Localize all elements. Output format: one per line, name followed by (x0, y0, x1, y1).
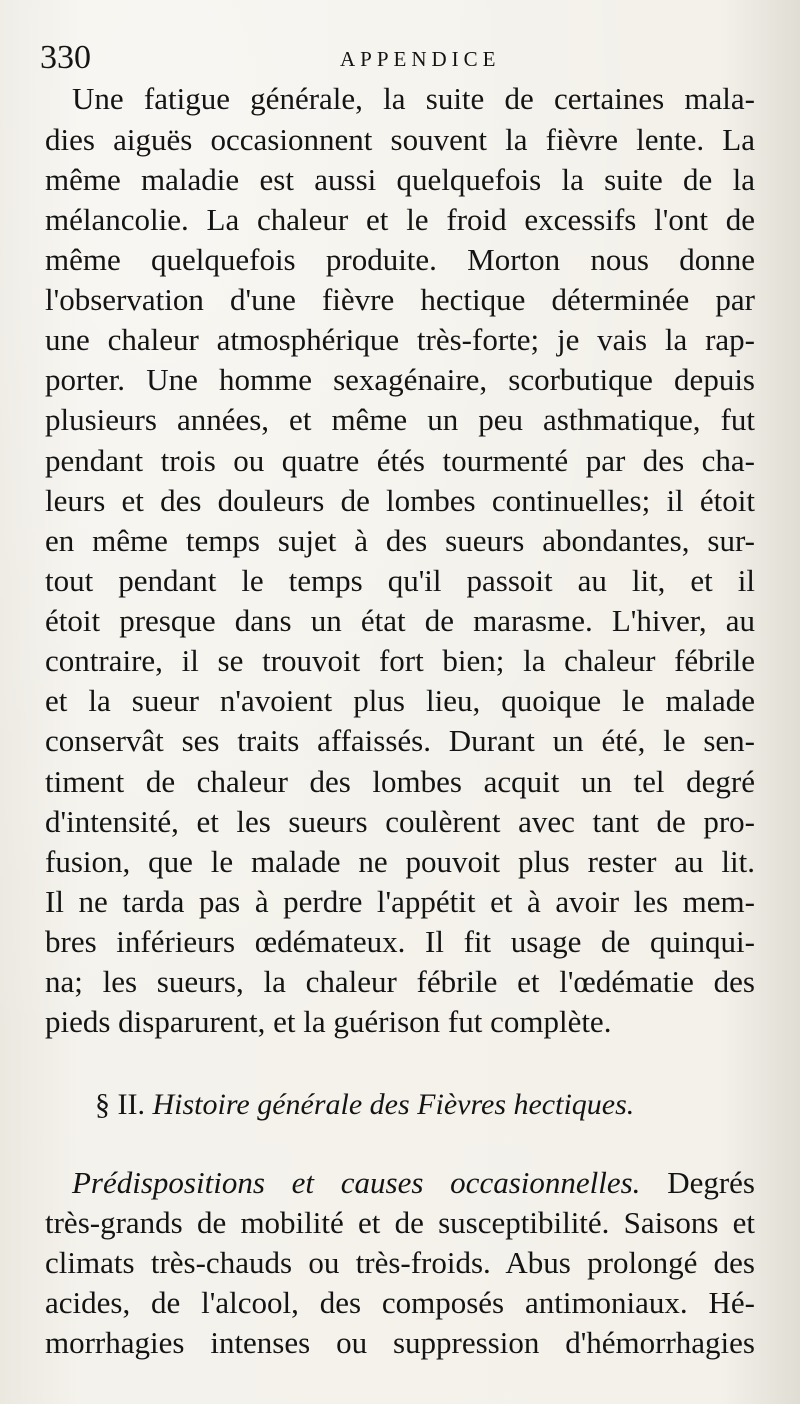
text-line: étoit presque dans un état de marasme. L'hiver, au (45, 603, 755, 638)
text-line: et la sueur n'avoient plus lieu, quoique le malade (45, 683, 755, 718)
text-line: en même temps sujet à des sueurs abondantes, sur- (45, 523, 755, 558)
text-line: l'observation d'une fièvre hectique déterminée par (45, 282, 755, 317)
section-title: Histoire générale des Fièvres hectiques. (152, 1088, 635, 1121)
paragraph-lead-italic: Prédispositions et causes occasionnelles. (72, 1165, 641, 1200)
text-line: pieds disparurent, et la guérison fut complète. (45, 1004, 612, 1039)
text-line: plusieurs années, et même un peu asthmatique, fut (45, 402, 755, 437)
paragraph-lead-rest: Degrés (667, 1165, 755, 1200)
text-line: Il ne tarda pas à perdre l'appétit et à avoir les mem- (45, 884, 755, 919)
text-line: na; les sueurs, la chaleur fébrile et l'œdématie des (45, 964, 755, 999)
text-line: mélancolie. La chaleur et le froid excessifs l'ont de (45, 202, 755, 237)
page-header (40, 38, 760, 78)
text-line (72, 1164, 755, 1202)
text-line: fusion, que le malade ne pouvoit plus rester au lit. (45, 844, 755, 879)
text-line: d'intensité, et les sueurs coulèrent avec tant de pro- (45, 804, 755, 839)
text-line: conservât ses traits affaissés. Durant un été, le sen- (45, 723, 755, 758)
text-line: même quelquefois produite. Morton nous donne (45, 242, 755, 277)
text-line: très-grands de mobilité et de susceptibilité. Saisons et (45, 1205, 755, 1240)
text-line: leurs et des douleurs de lombes continuelles; il étoit (45, 483, 755, 518)
text-line: une chaleur atmosphérique très-forte; je vais la rap- (45, 322, 755, 357)
text-line: Une fatigue générale, la suite de certaines mala- (72, 81, 755, 116)
running-head: APPENDICE (340, 47, 501, 71)
text-line: porter. Une homme sexagénaire, scorbutique depuis (45, 362, 755, 397)
page-number: 330 (40, 39, 91, 76)
section-number: § II. (95, 1088, 145, 1121)
text-line: bres inférieurs œdémateux. Il fit usage de quinqui- (45, 924, 755, 959)
text-line: dies aiguës occasionnent souvent la fièvre lente. La (45, 122, 755, 157)
text-line: climats très-chauds ou très-froids. Abus prolongé des (45, 1245, 755, 1280)
text-line: acides, de l'alcool, des composés antimoniaux. Hé- (45, 1285, 755, 1320)
text-line: tout pendant le temps qu'il passoit au lit, et il (45, 563, 755, 598)
section-heading (95, 1085, 755, 1125)
text-line: même maladie est aussi quelquefois la suite de la (45, 162, 755, 197)
text-line: morrhagies intenses ou suppression d'hémorrhagies (45, 1325, 755, 1360)
text-line: pendant trois ou quatre étés tourmenté par des cha- (45, 443, 755, 478)
text-line: contraire, il se trouvoit fort bien; la chaleur fébrile (45, 643, 755, 678)
text-line: timent de chaleur des lombes acquit un tel degré (45, 764, 755, 799)
